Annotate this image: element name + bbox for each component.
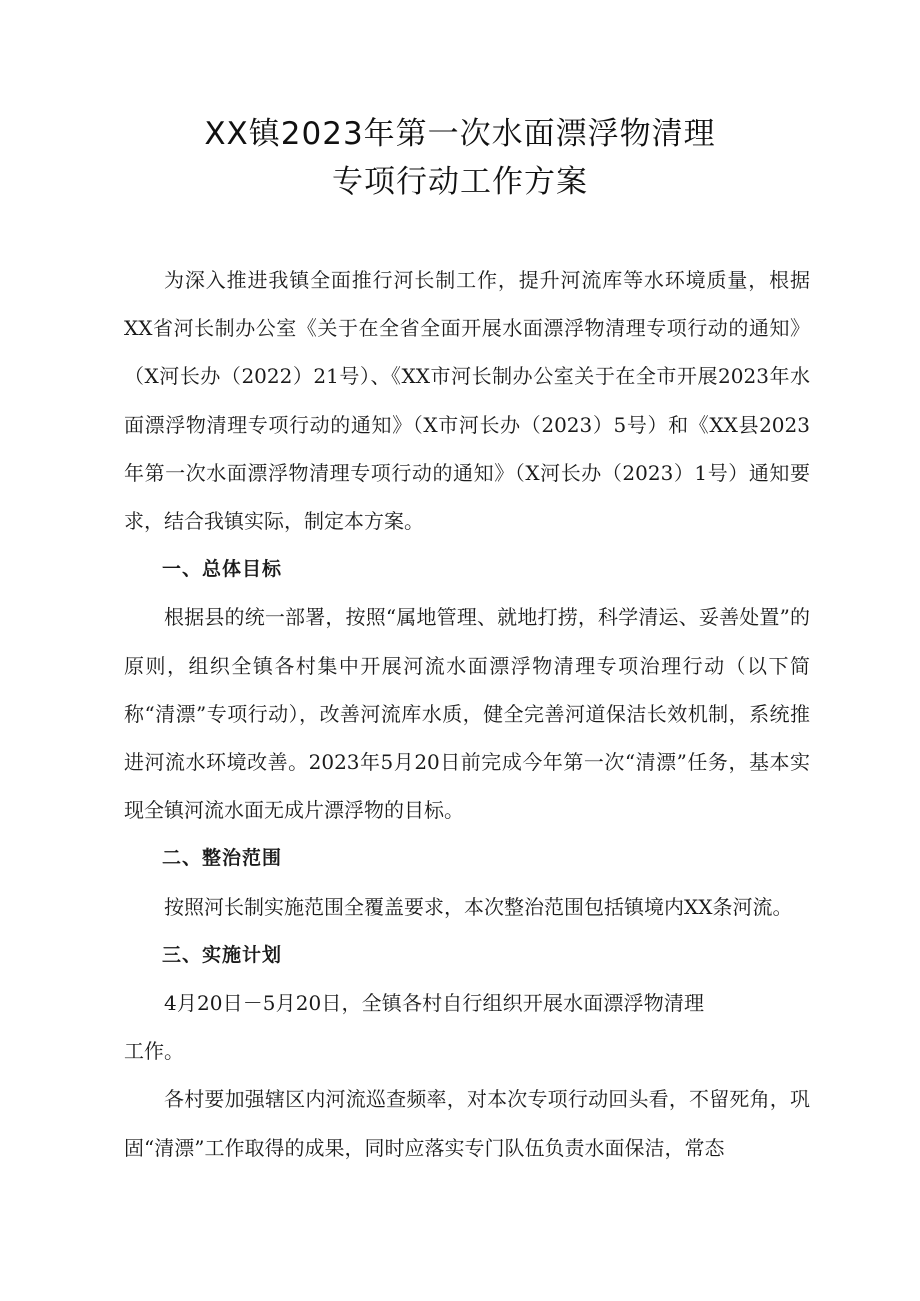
document-title-line-2: 专项行动工作方案 (332, 164, 588, 200)
scope-paragraph: 按照河长制实施范围全覆盖要求，本次整治范围包括镇境内XX条河流。 (164, 894, 793, 919)
intro-paragraph: 为深入推进我镇全面推行河长制工作，提升河流库等水环境质量，根据XX省河长制办公室《关于在全省全面开展水面漂浮物清理专项行动的通知》（X河长办（2022）21号）、《XX市河长制办公室关于在全市开展2023年水面漂浮物清理专项行动的通知》（X市河长办（2023）5号）和《XX县2023年第一次水面漂浮物清理专项行动的通知》（X河长办（2023）1号）通知要求，结合我镇实际，制定本方案。 (124, 268, 810, 534)
document-title-line-1: XX镇2023年第一次水面漂浮物清理 (204, 116, 716, 152)
document-body (124, 256, 810, 1172)
section-heading-goals: 一、总体目标 (162, 558, 283, 581)
section-heading-scope: 二、整治范围 (162, 847, 283, 870)
plan-paragraph-inspection: 各村要加强辖区内河流巡查频率，对本次专项行动回头看，不留死角，巩固“清漂”工作取得的成果，同时应落实专门队伍负责水面保洁，常态 (124, 1087, 810, 1160)
plan-paragraph-schedule: 4月20日－5月20日，全镇各村自行组织开展水面漂浮物清理工作。 (124, 991, 704, 1064)
section-heading-plan: 三、实施计划 (162, 943, 283, 966)
goals-paragraph: 根据县的统一部署，按照“属地管理、就地打捞，科学清运、妥善处置”的原则，组织全镇各村集中开展河流水面漂浮物清理专项治理行动（以下简称“清漂”专项行动），改善河流库水质，健全完善河道保洁长效机制，系统推进河流水环境改善。2023年5月20日前完成今年第一次“清漂”任务，基本实现全镇河流水面无成片漂浮物的目标。 (124, 605, 810, 823)
